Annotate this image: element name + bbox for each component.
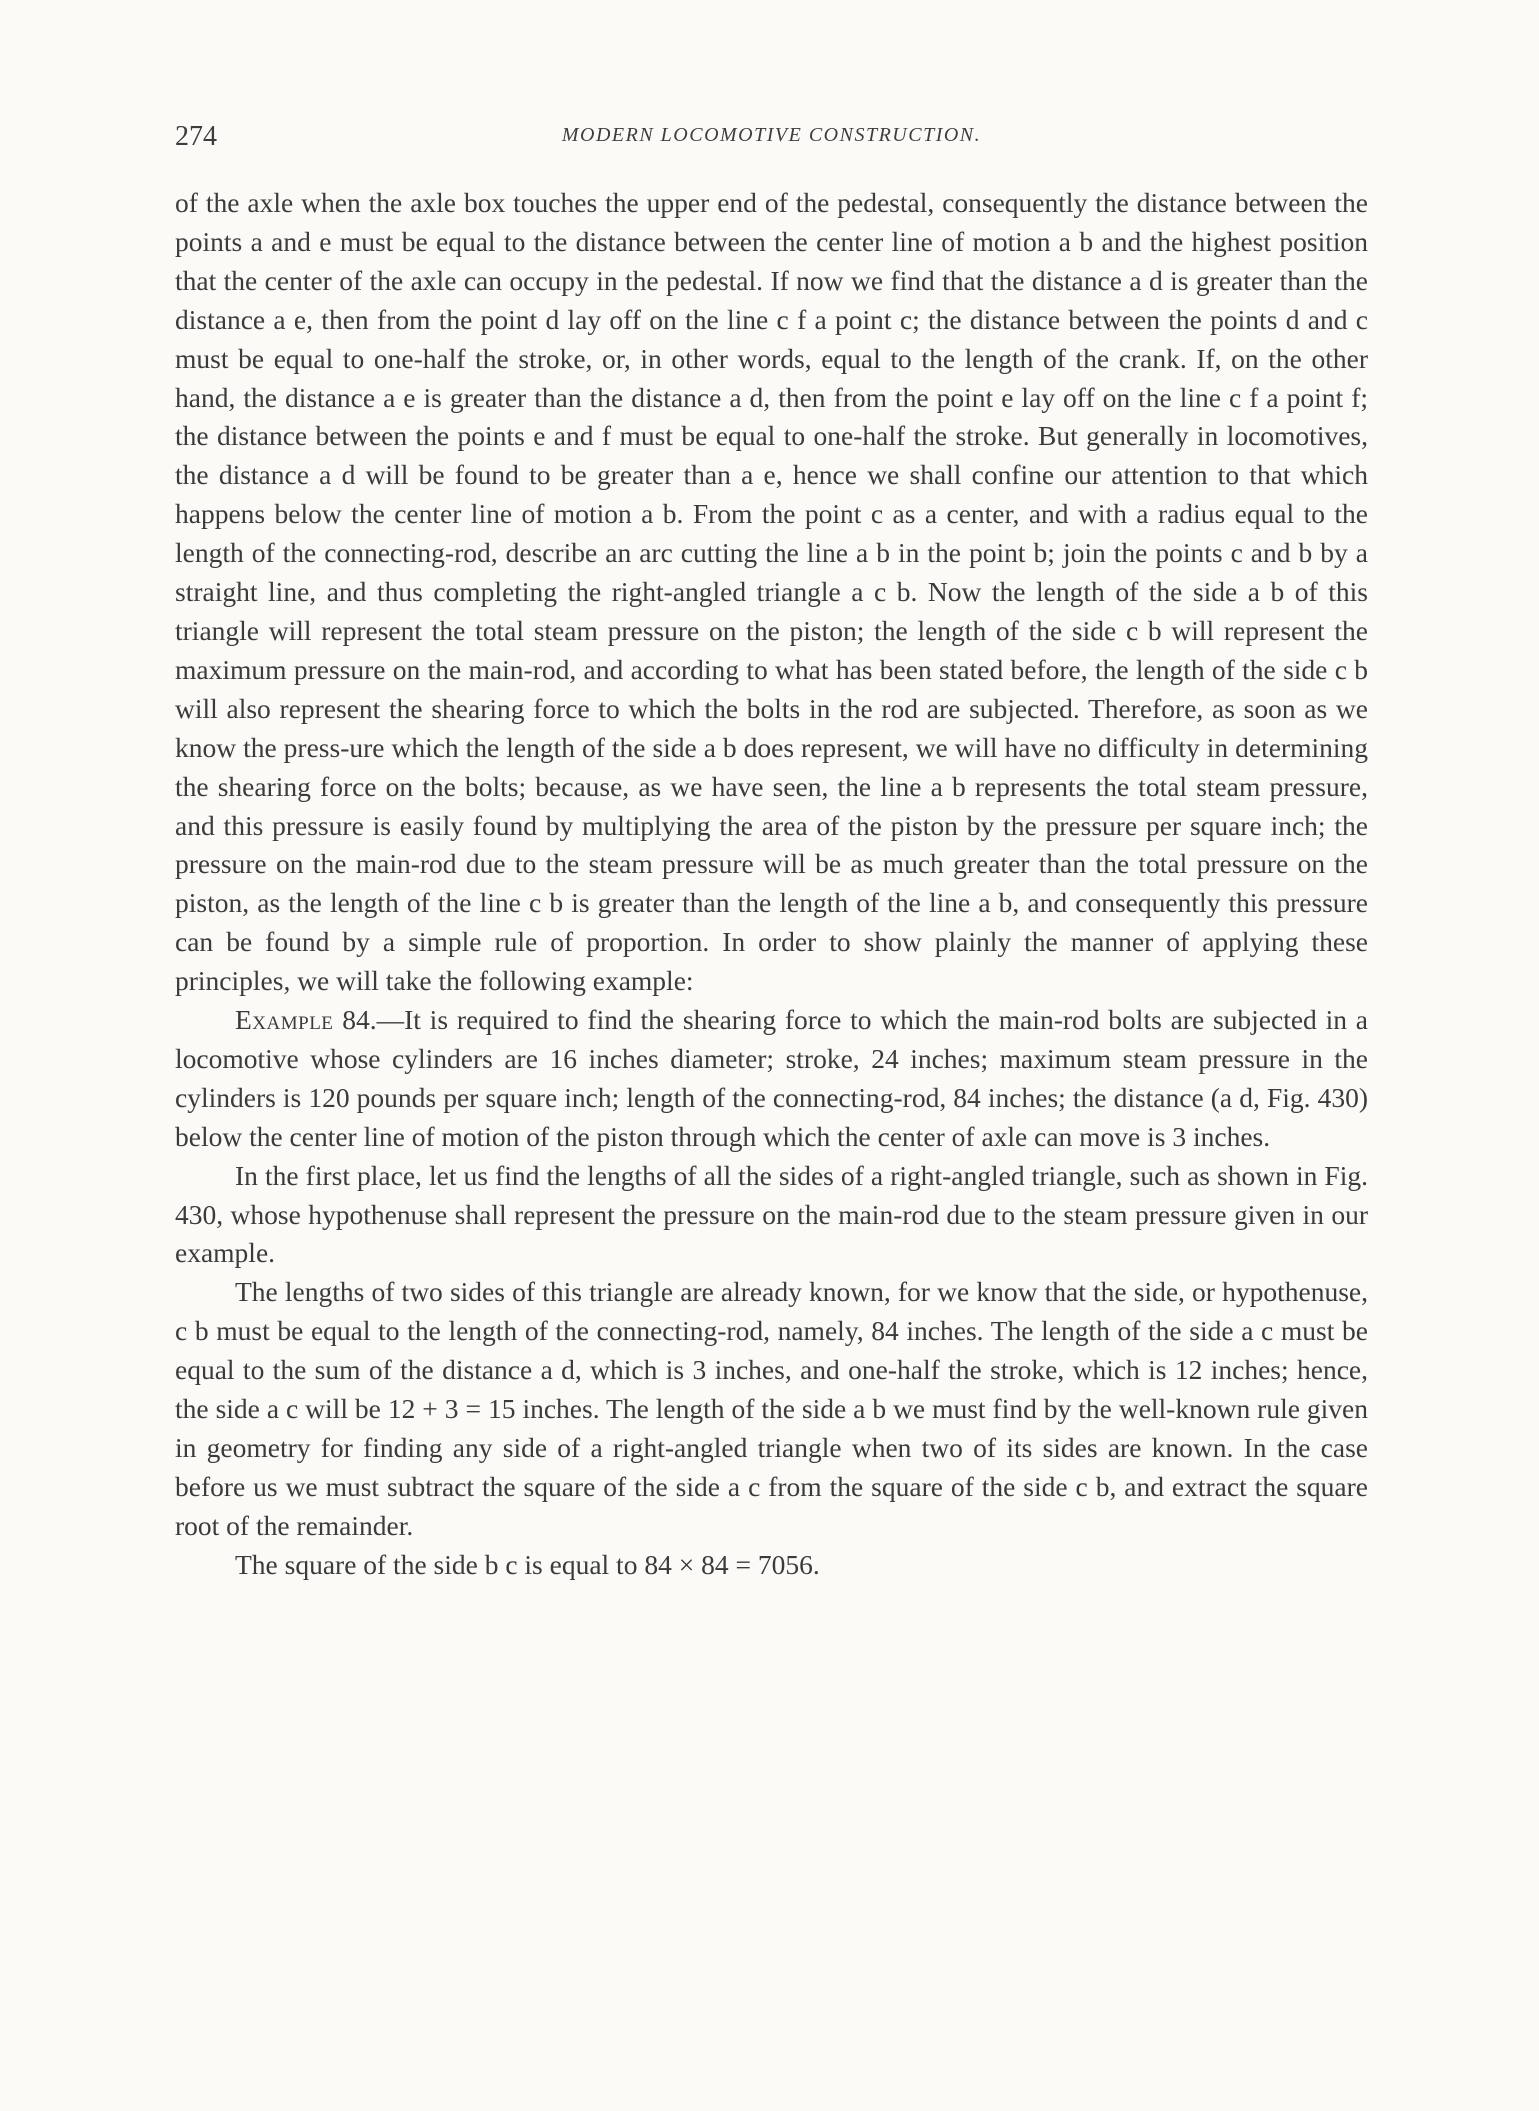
page-number: 274 <box>175 121 217 152</box>
paragraph-5: The square of the side b c is equal to 84 × 84 = 7056. <box>235 1548 820 1580</box>
page-header <box>175 121 1368 161</box>
paragraph-4: The lengths of two sides of this triangle are already known, for we know that the side, or hypothenuse, c b must be equal to the length of the connecting-rod, namely, 84 inches. The length of the side a c must be equal to the sum of the distance a d, which is 3 inches, and one-half the stroke, which is 12 inches; hence, the side a c will be 12 + 3 = 15 inches. The length of the side a b we must find by the well-known rule given in geometry for finding any side of a right-angled triangle when two of its sides are known. In the case before us we must subtract the square of the side a c from the square of the side c b, and extract the square root of the remainder. <box>175 1276 1368 1541</box>
body-text <box>175 184 1368 1585</box>
example-paragraph <box>175 1001 1368 1157</box>
example-label: Example <box>235 1004 334 1036</box>
running-title: MODERN LOCOMOTIVE CONSTRUCTION. <box>561 124 982 146</box>
example-text: 84.—It is required to find the shearing force to which the main-rod bolts are subjected in a locomotive whose cylinders are 16 inches diameter; stroke, 24 inches; maximum steam pressure in the cylinders is 120 pounds per square inch; length of the connecting-rod, 84 inches; the distance (a d, Fig. 430) below the center line of motion of the piston through which the center of axle can move is 3 inches. <box>175 1004 1368 1152</box>
paragraph-1: of the axle when the axle box touches the upper end of the pedestal, consequently the distance between the points a and e must be equal to the distance between the center line of motion a b and the highest position that the center of the axle can occupy in the pedestal. If now we find that the distance a d is greater than the distance a e, then from the point d lay off on the line c f a point c; the distance between the points d and c must be equal to one-half the stroke, or, in other words, equal to the length of the crank. If, on the other hand, the distance a e is greater than the distance a d, then from the point e lay off on the line c f a point f; the distance between the points e and f must be equal to one-half the stroke. But generally in locomotives, the distance a d will be found to be greater than a e, hence we shall confine our attention to that which happens below the center line of motion a b. From the point c as a center, and with a radius equal to the length of the connecting-rod, describe an arc cutting the line a b in the point b; join the points c and b by a straight line, and thus completing the right-angled triangle a c b. Now the length of the side a b of this triangle will represent the total steam pressure on the piston; the length of the side c b will represent the maximum pressure on the main-rod, and according to what has been stated before, the length of the side c b will also represent the shearing force to which the bolts in the rod are subjected. Therefore, as soon as we know the press-ure which the length of the side a b does represent, we will have no difficulty in determining the shearing force on the bolts; because, as we have seen, the line a b represents the total steam pressure, and this pressure is easily found by multiplying the area of the piston by the pressure per square inch; the pressure on the main-rod due to the steam pressure will be as much greater than the total pressure on the piston, as the length of the line c b is greater than the length of the line a b, and consequently this pressure can be found by a simple rule of proportion. In order to show plainly the manner of applying these principles, we will take the following example: <box>175 187 1368 997</box>
paragraph-3: In the first place, let us find the lengths of all the sides of a right-angled triangle, such as shown in Fig. 430, whose hypothenuse shall represent the pressure on the main-rod due to the steam pressure given in our example. <box>175 1159 1368 1269</box>
